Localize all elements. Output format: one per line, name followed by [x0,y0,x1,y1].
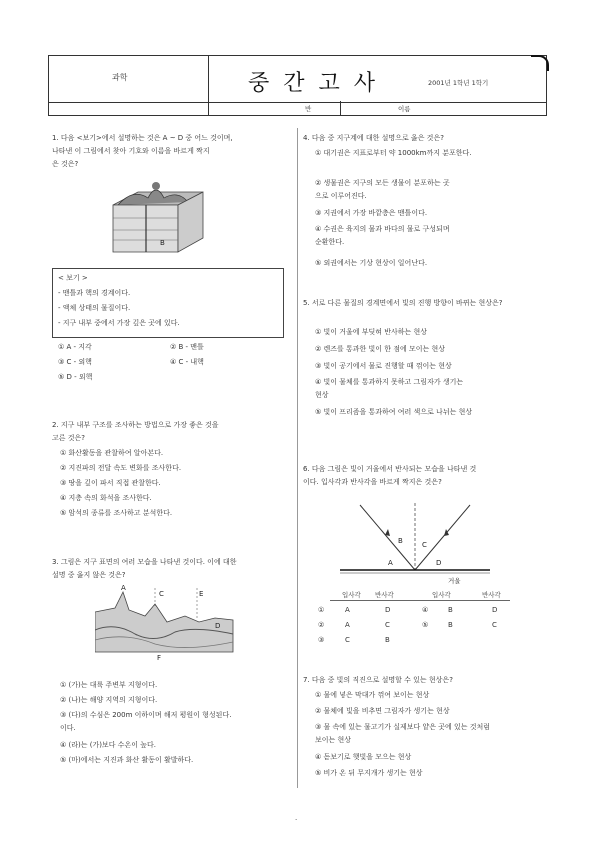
q6-row1-d: D [492,606,498,614]
q2-stem-1: 2. 지구 내부 구조를 조사하는 방법으로 가장 좋은 것을 [52,421,219,429]
q1-stem-1: 1. 다음 <보기>에서 설명하는 것은 A ~ D 중 어느 것이며, [52,134,233,142]
q6-header-incidence-2: 입사각 [432,591,451,599]
q4-option-4-cont: 순환한다. [315,238,345,246]
q5-option-1[interactable]: ① 빛이 거울에 부딪혀 반사하는 현상 [315,328,428,336]
subject-label: 과학 [112,73,128,82]
q3-option-2[interactable]: ② (나)는 해양 지역의 지형이다. [60,696,158,704]
q3-fig-label-f: F [157,654,162,662]
q6-fig-label-c: C [422,541,427,549]
q6-table-rule [330,600,510,601]
q1-stem-2: 나타낸 이 그림에서 찾아 기호와 이름을 바르게 짝지 [52,147,210,155]
q6-header-reflection-1: 반사각 [375,591,394,599]
q3-fig-label-c: C [159,590,164,598]
q7-option-3-cont: 보이는 현상 [315,736,352,744]
q7-option-4[interactable]: ④ 돋보기로 햇빛을 모으는 현상 [315,753,412,761]
q1-earth-block-figure [108,180,208,260]
q5-option-4-cont: 현상 [315,391,329,399]
q6-row3-b: B [385,636,390,644]
q5-option-5[interactable]: ⑤ 빛이 프리즘을 통과하여 여러 색으로 나뉘는 현상 [315,408,473,416]
q3-option-3-cont: 이다. [60,724,76,732]
q7-option-2[interactable]: ② 물체에 빛을 비추면 그림자가 생기는 현상 [315,707,450,715]
q3-option-1[interactable]: ① (가)는 대륙 주변부 지형이다. [60,681,158,689]
q7-stem-1: 7. 다음 중 빛의 직진으로 설명할 수 있는 현상은? [303,676,453,684]
q4-stem-1: 4. 다음 중 지구계에 대한 설명으로 옳은 것은? [303,134,444,142]
q1-cond-1: - 맨틀과 핵의 경계이다. [58,289,131,297]
q6-row2-c: B [448,621,453,629]
q5-option-2[interactable]: ② 렌즈를 통과한 빛이 한 점에 모이는 현상 [315,345,446,353]
q3-seafloor-figure [95,582,235,662]
q6-fig-label-a: A [388,559,393,567]
q6-row2-b: C [385,621,390,629]
q6-row3-num[interactable]: ③ [318,636,325,644]
q3-fig-label-e: E [199,590,204,598]
q3-fig-label-a: A [121,584,126,592]
q3-stem-2: 설명 중 옳지 않은 것은? [52,571,126,579]
header-corner [531,55,549,71]
q6-stem-2: 이다. 입사각과 반사각을 바르게 짝지은 것은? [303,478,442,486]
q1-cond-2: - 액체 상태의 물질이다. [58,304,131,312]
q2-stem-2: 고른 것은? [52,434,85,442]
q6-mirror-label: 거울 [448,577,461,585]
info-divider-2 [340,101,341,115]
q4-option-3[interactable]: ③ 지권에서 가장 바깥층은 맨틀이다. [315,209,428,217]
q3-stem-1: 3. 그림은 지구 표면의 여러 모습을 나타낸 것이다. 이에 대한 [52,558,237,566]
q2-option-1[interactable]: ① 화산활동을 관찰하여 알아본다. [60,449,164,457]
q3-option-5[interactable]: ⑤ (마)에서는 지진과 화산 활동이 활발하다. [60,756,194,764]
q2-option-3[interactable]: ③ 땅을 깊이 파서 직접 관찰한다. [60,479,161,487]
date-label: 2001년 1학년 1학기 [428,79,489,87]
q6-row1-num2[interactable]: ④ [422,606,429,614]
name-label: 이름 [398,105,411,113]
q2-option-5[interactable]: ⑤ 암석의 종류를 조사하고 분석한다. [60,509,173,517]
q1-option-2[interactable]: ② B - 맨틀 [170,343,204,351]
q3-option-4[interactable]: ④ (라)는 (가)보다 수온이 높다. [60,741,156,749]
q6-row1-b: D [385,606,391,614]
q6-fig-label-b: B [398,537,403,545]
q2-option-4[interactable]: ④ 지층 속의 화석을 조사한다. [60,494,152,502]
page-title: 중간고사 [248,71,390,96]
class-label: 반 [305,105,312,113]
header-divider [208,55,209,101]
q7-option-5[interactable]: ⑤ 비가 온 뒤 무지개가 생기는 현상 [315,769,423,777]
q3-option-3[interactable]: ③ (다)의 수심은 200m 이하이며 해저 평원이 형성된다. [60,711,232,719]
q6-row2-num2[interactable]: ⑤ [422,621,429,629]
q1-option-4[interactable]: ④ C - 내핵 [170,358,204,366]
q1-cond-title: < 보기 > [58,274,88,282]
q4-option-2[interactable]: ② 생물권은 지구의 모든 생물이 분포하는 곳 [315,179,450,187]
q6-header-incidence-1: 입사각 [342,591,361,599]
q6-row1-a: A [345,606,350,614]
q2-option-2[interactable]: ② 지진파의 전달 속도 변화를 조사한다. [60,464,182,472]
q6-header-reflection-2: 반사각 [482,591,501,599]
q6-row1-num[interactable]: ① [318,606,325,614]
q6-row3-a: C [345,636,350,644]
q6-stem-1: 6. 다음 그림은 빛이 거울에서 반사되는 모습을 나타낸 것 [303,465,477,473]
q6-row2-a: A [345,621,350,629]
info-divider-1 [208,101,209,115]
q1-option-3[interactable]: ③ C - 외핵 [58,358,92,366]
q4-option-2-cont: 으로 이루어진다. [315,192,367,200]
column-divider [297,128,298,788]
q3-fig-label-d: D [215,622,221,630]
q6-fig-label-d: D [436,559,442,567]
q4-option-5[interactable]: ⑤ 외권에서는 기상 현상이 일어난다. [315,259,428,267]
q4-option-4[interactable]: ④ 수권은 육지의 물과 바다의 물로 구성되며 [315,225,450,233]
q5-option-3[interactable]: ③ 빛이 공기에서 물로 진행할 때 꺾이는 현상 [315,362,452,370]
q5-stem-1: 5. 서로 다른 물질의 경계면에서 빛의 진행 방향이 바뀌는 현상은? [303,299,503,307]
q7-option-1[interactable]: ① 물에 넣은 막대가 꺾여 보이는 현상 [315,691,430,699]
q6-row1-c: B [448,606,453,614]
q6-row2-d: C [492,621,497,629]
q7-option-3[interactable]: ③ 물 속에 있는 물고기가 실제보다 얕은 곳에 있는 것처럼 [315,723,491,731]
q1-cond-3: - 지구 내부 중에서 가장 깊은 곳에 있다. [58,319,180,327]
q4-option-1[interactable]: ① 대기권은 지표로부터 약 1000km까지 분포한다. [315,149,472,157]
q1-figure-label-b: B [160,239,165,247]
q1-option-1[interactable]: ① A - 지각 [58,343,92,351]
q6-row2-num[interactable]: ② [318,621,325,629]
q5-option-4[interactable]: ④ 빛이 물체를 통과하지 못하고 그림자가 생기는 [315,378,464,386]
q1-option-5[interactable]: ⑤ D - 외핵 [58,373,93,381]
q1-stem-3: 은 것은? [52,160,79,168]
page-footer-mark: · [295,816,298,824]
q6-reflection-figure [340,495,490,585]
header-info-row [48,101,547,116]
